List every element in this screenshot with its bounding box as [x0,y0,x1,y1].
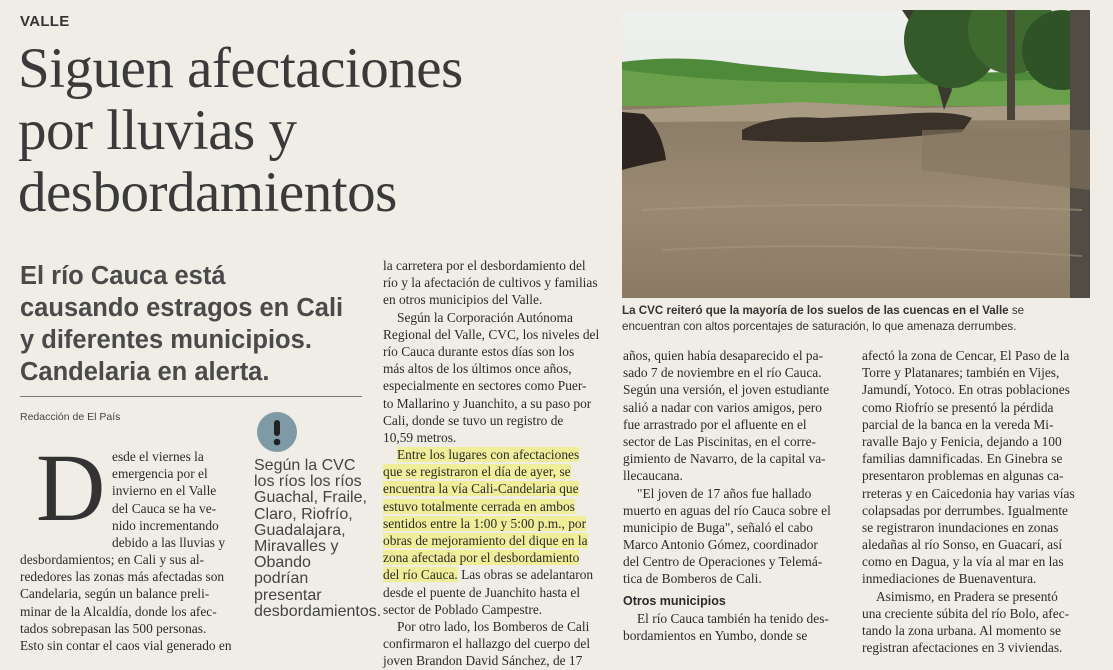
callout-line: Guachal, Fraile, [254,489,367,507]
text-line: sector de Las Piscinitas, en el corre- [623,433,816,449]
text-line: esde el viernes la [112,449,204,464]
highlighted-text: encuentra la vía Cali-Candelaria que [383,481,579,497]
text-line: río Cauca durante estos días son los [383,343,575,359]
text-line: una creciente súbita del río Bolo, afec- [862,605,1070,621]
text-line: salió a nadar con varios amigos, pero [623,399,822,415]
text-line: rededores las zonas más afectadas son [20,569,225,585]
highlighted-text: sentidos entre la 1:00 y 5:00 p.m., por [383,515,587,531]
subheadline-line: y diferentes municipios. [20,326,312,354]
text-line: tica de Bomberos de Cali. [623,571,762,587]
text-line: Esto sin contar el caos vial generado en [20,637,232,653]
text-line: rreteras y en Caicedonia hay varias vías [862,485,1075,501]
highlighted-text: del río Cauca. [383,567,458,583]
text-line: municipio de Buga", señaló el cabo [623,519,813,535]
text-line: 10,59 metros. [383,429,457,445]
text-line: Jamundí, Yotoco. En otras poblaciones [862,382,1070,398]
highlighted-text: que se registraron el día de ayer, se [383,464,571,480]
article-column-4 [862,347,1090,656]
caption-bold: La CVC reiteró que la mayoría de los suelos de las cuencas en el Valle [622,304,1009,317]
text-line: nido incrementando [112,517,219,533]
text-line: inmediaciones de Buenaventura. [862,571,1037,587]
callout-line: Según la CVC [254,457,356,474]
subheadline-line: El río Cauca está [20,262,226,290]
divider [20,396,362,397]
text-line: Candelaria, según un balance preli- [20,586,210,602]
article-column-3 [623,347,851,644]
callout-line: Obando [254,554,311,572]
drop-cap: D [36,434,106,541]
text-line: Por otro lado, los Bomberos de Cali [397,618,590,634]
highlighted-text: obras de mejoramiento del dique en la [383,533,588,548]
text-line: río y la afectación de cultivos y familias [383,275,598,291]
callout-line: Claro, Riofrío, [254,505,353,523]
subheadline-line: Candelaria en alerta. [20,358,270,386]
highlighted-text: estuvo totalmente cerrada en ambos [383,498,575,514]
text-line: se registraron inundaciones en zonas [862,519,1059,535]
text-line: más altos de los últimos once años, [383,361,572,377]
text-line: la carretera por el desbordamiento del [383,258,586,273]
text-line: ravalle Bajo y Fenicia, dejando a 100 [862,433,1062,449]
text-line: registran afectaciones en 3 viviendas. [862,640,1063,656]
text-line: colapsadas por derrumbes. Igualmente [862,502,1068,518]
article-column-1-top [112,448,242,551]
callout-line: podrían [254,570,309,588]
callout-line: los ríos los ríos [254,473,362,491]
text-line: especialmente en sectores como Puer- [383,378,587,394]
text-line: Asimismo, en Pradera se presentó [876,588,1058,604]
text-line: desde el puente de Juanchito hasta el [383,584,581,600]
text-line: sector de Poblado Campestre. [383,601,543,617]
exclamation-icon [257,412,297,452]
text-line: fue arrastrado por el afluente en el [623,416,807,432]
text-line: años, quien había desaparecido el pa- [623,348,824,363]
text-line: presentaron problemas en algunas ca- [862,468,1064,484]
text-line: como Riofrío se presentó la pérdida [862,399,1054,415]
callout-line: presentar [254,586,322,604]
text-line: minar de la Alcaldía, donde los afec- [20,603,217,619]
subheadline-line: causando estragos en Cali [20,294,344,322]
article-column-2 [383,257,608,670]
article-column-1-bottom [20,551,245,654]
text-line: Marco Antonio Gómez, coordinador [623,537,818,553]
text-line: to Mallarino y Juanchito, a su paso por [383,395,592,411]
text-line: gimiento de Navarro, de la capital va- [623,451,826,467]
caption-text: encuentran con altos porcentajes de saturación, lo que amenaza derrumbes. [622,320,1017,333]
headline-line: por lluvias y [18,99,297,162]
section-label: VALLE [20,13,70,30]
flood-photo [622,10,1090,298]
text-line: bordamientos en Yumbo, donde se [623,628,808,643]
text-line: Regional del Valle, CVC, los niveles del [383,326,600,342]
callout-box [254,457,382,620]
text-line: familias damnificadas. En Ginebra se [862,451,1063,467]
text-line: aledañas al río Sonso, en Guacarí, así [862,537,1063,553]
text-line: afectó la zona de Cencar, El Paso de la [862,348,1070,363]
text-line: debido a las lluvias y [112,534,226,550]
text-line: "El joven de 17 años fue hallado [637,485,812,501]
text-line: del Centro de Operaciones y Telemá- [623,554,823,570]
callout-line: Miravalles y [254,538,339,556]
text-line: como en Dagua, y la vía al mar en las [862,554,1064,570]
text-line: Torre y Platanares; también en Vijes, [862,365,1060,381]
highlighted-text: zona afectada por el desbordamiento [383,550,580,566]
text-line: parcial de la banca en la vereda Mi- [862,416,1054,432]
caption-text: se [1008,304,1025,317]
headline [18,38,618,224]
callout-line: Guadalajara, [254,521,346,539]
text-line: Según una versión, el joven estudiante [623,382,830,398]
text-line: llecaucana. [623,468,683,484]
text-line: invierno en el Valle [112,483,217,499]
callout-line: desbordamientos. [254,602,382,620]
text-line: emergencia por el [112,466,208,482]
subheadline [20,260,380,388]
text-line: muerto en aguas del río Cauca sobre el [623,502,831,518]
text-line: tando la zona urbana. Al momento se [862,623,1061,638]
text-line: tados sobrepasan las 500 personas. [20,620,207,636]
byline: Redacción de El País [20,411,121,423]
text-line: Según la Corporación Autónoma [397,309,573,325]
text-line: desbordamientos; en Cali y sus al- [20,552,205,567]
photo-caption [622,303,1090,335]
text-line: confirmaron el hallazgo del cuerpo del [383,636,591,652]
headline-line: Siguen afectaciones [18,37,463,100]
text-line: Cali, donde se tuvo un registro de [383,412,564,428]
text-fragment: Las obras se adelantaron [461,567,594,583]
text-line: del Cauca se ha ve- [112,500,217,516]
subsection-heading: Otros municipios [623,593,726,608]
text-line: El río Cauca también ha tenido des- [637,610,829,626]
highlighted-text: Entre los lugares con afectaciones [397,447,580,463]
headline-line: desbordamientos [18,161,397,224]
text-line: en otros municipios del Valle. [383,292,543,308]
text-line: joven Brandon David Sánchez, de 17 [383,653,583,669]
text-line: sado 7 de noviembre en el río Cauca. [623,365,822,381]
